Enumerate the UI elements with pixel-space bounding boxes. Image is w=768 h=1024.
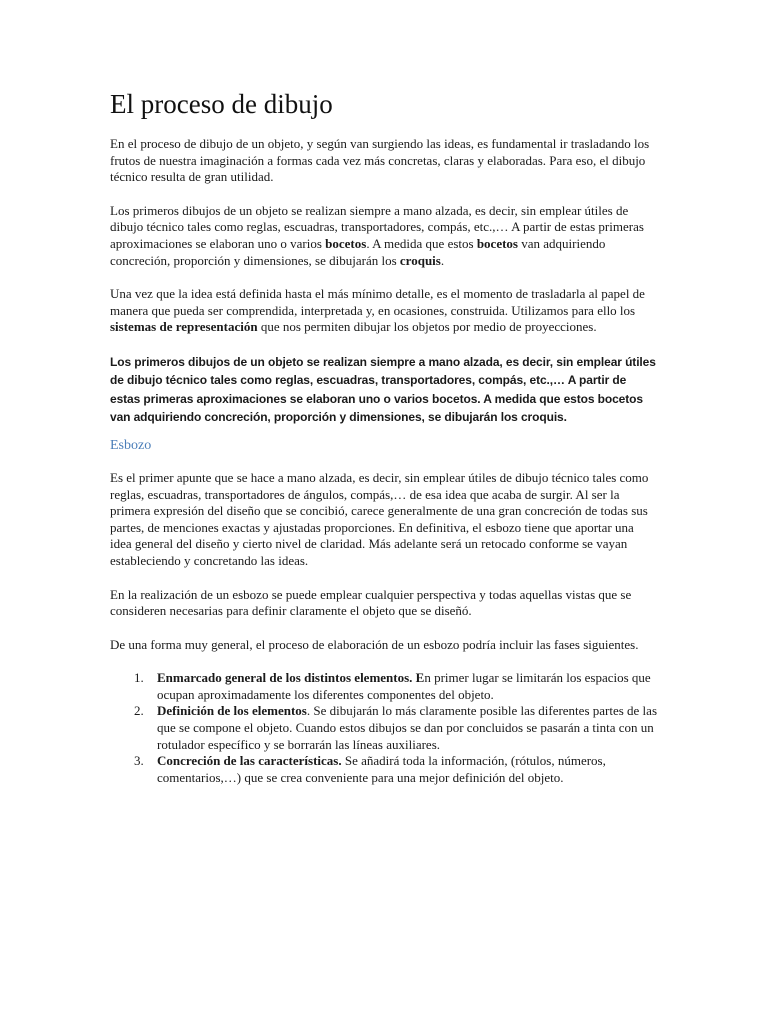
bold-term: sistemas de representación bbox=[110, 319, 258, 335]
bold-callout-paragraph: Los primeros dibujos de un objeto se realizan siempre a mano alzada, es decir, sin emplear útiles de dibujo técnico tales como reglas, escuadras, transportadores, compás, etc.,… A partir de estas primeras aproximaciones se elaboran uno o varios bocetos. A medida que estos bocetos van adquiriendo concreción, proporción y dimensiones, se dibujarán los croquis. bbox=[110, 354, 656, 425]
list-item-title: Enmarcado general de los distintos elementos. E bbox=[157, 670, 425, 686]
paragraph-bocetos bbox=[110, 203, 658, 269]
paragraph-esbozo-definition: Es el primer apunte que se hace a mano alzada, es decir, sin emplear útiles de dibujo técnico tales como reglas, escuadras, transportadores de ángulos, compás,… de esa idea que acaba de surgir. Al ser la primera expresión del diseño que se concibió, carece generalmente de una gran concreción de todas sus partes, de menciones exactas y ajustadas proporciones. En definitiva, el esbozo tiene que aportar una idea general del diseño y cierto nivel de claridad. Más adelante será un retocado conforme se vayan estableciendo y concretando las ideas. bbox=[110, 469, 649, 568]
list-item-text: n primer lugar se limitarán los espacios que ocupan aproximadamente los diferentes componentes del objeto. bbox=[157, 670, 651, 702]
text-run: Los primeros dibujos de un objeto se realizan siempre a mano alzada, es decir, sin emplear útiles de dibujo técnico tales como reglas, escuadras, transportadores, compás, etc.,… A partir de estas primeras aproximaciones se elaboran uno o varios bbox=[110, 202, 644, 251]
section-heading-esbozo: Esbozo bbox=[110, 437, 152, 453]
text-run: . A medida que estos bbox=[366, 235, 477, 251]
list-number: 2. bbox=[134, 703, 144, 719]
list-item bbox=[110, 703, 658, 753]
list-number: 3. bbox=[134, 753, 144, 769]
list-item bbox=[110, 670, 658, 703]
list-item bbox=[110, 753, 658, 786]
bold-term: bocetos bbox=[476, 235, 518, 251]
page-title: El proceso de dibujo bbox=[110, 89, 333, 119]
document-body bbox=[110, 86, 658, 786]
list-item-text: . Se dibujarán lo más claramente posible las diferentes partes de las que se compone el objeto. Cuando estos dibujos se dan por concluidos se pasarán a tinta con un rotulador específico y se borrarán las líneas auxiliares. bbox=[157, 703, 657, 752]
text-run: . bbox=[440, 252, 445, 268]
bold-term: croquis bbox=[399, 252, 441, 268]
list-number: 1. bbox=[134, 670, 144, 686]
list-item-text: Se añadirá toda la información, (rótulos, números, comentarios,…) que se crea conveniente para una mejor definición del objeto. bbox=[157, 753, 606, 785]
text-run: Una vez que la idea está definida hasta el más mínimo detalle, es el momento de trasladarla al papel de manera que pueda ser comprendida, interpretada y, en ocasiones, construida. Utilizamos para ello los bbox=[110, 286, 645, 318]
bold-term: bocetos bbox=[325, 235, 367, 251]
intro-paragraph: En el proceso de dibujo de un objeto, y según van surgiendo las ideas, es fundamental ir trasladando los frutos de nuestra imaginación a formas cada vez más concretas, claras y elaboradas. Para eso, el dibujo técnico resulta de gran utilidad. bbox=[110, 136, 650, 185]
text-run: van adquiriendo concreción, proporción y dimensiones, se dibujarán los bbox=[110, 235, 606, 268]
paragraph-esbozo-perspectiva: En la realización de un esbozo se puede emplear cualquier perspectiva y todas aquellas vistas que se consideren necesarias para definir claramente el objeto que se diseñó. bbox=[110, 586, 632, 619]
paragraph-representacion bbox=[110, 286, 658, 336]
phases-list bbox=[110, 670, 658, 786]
list-item-title: Concreción de las características. bbox=[157, 753, 342, 769]
paragraph-esbozo-fases: De una forma muy general, el proceso de elaboración de un esbozo podría incluir las fases siguientes. bbox=[110, 636, 639, 652]
list-item-title: Definición de los elementos bbox=[157, 703, 307, 719]
text-run: que nos permiten dibujar los objetos por medio de proyecciones. bbox=[257, 319, 597, 335]
